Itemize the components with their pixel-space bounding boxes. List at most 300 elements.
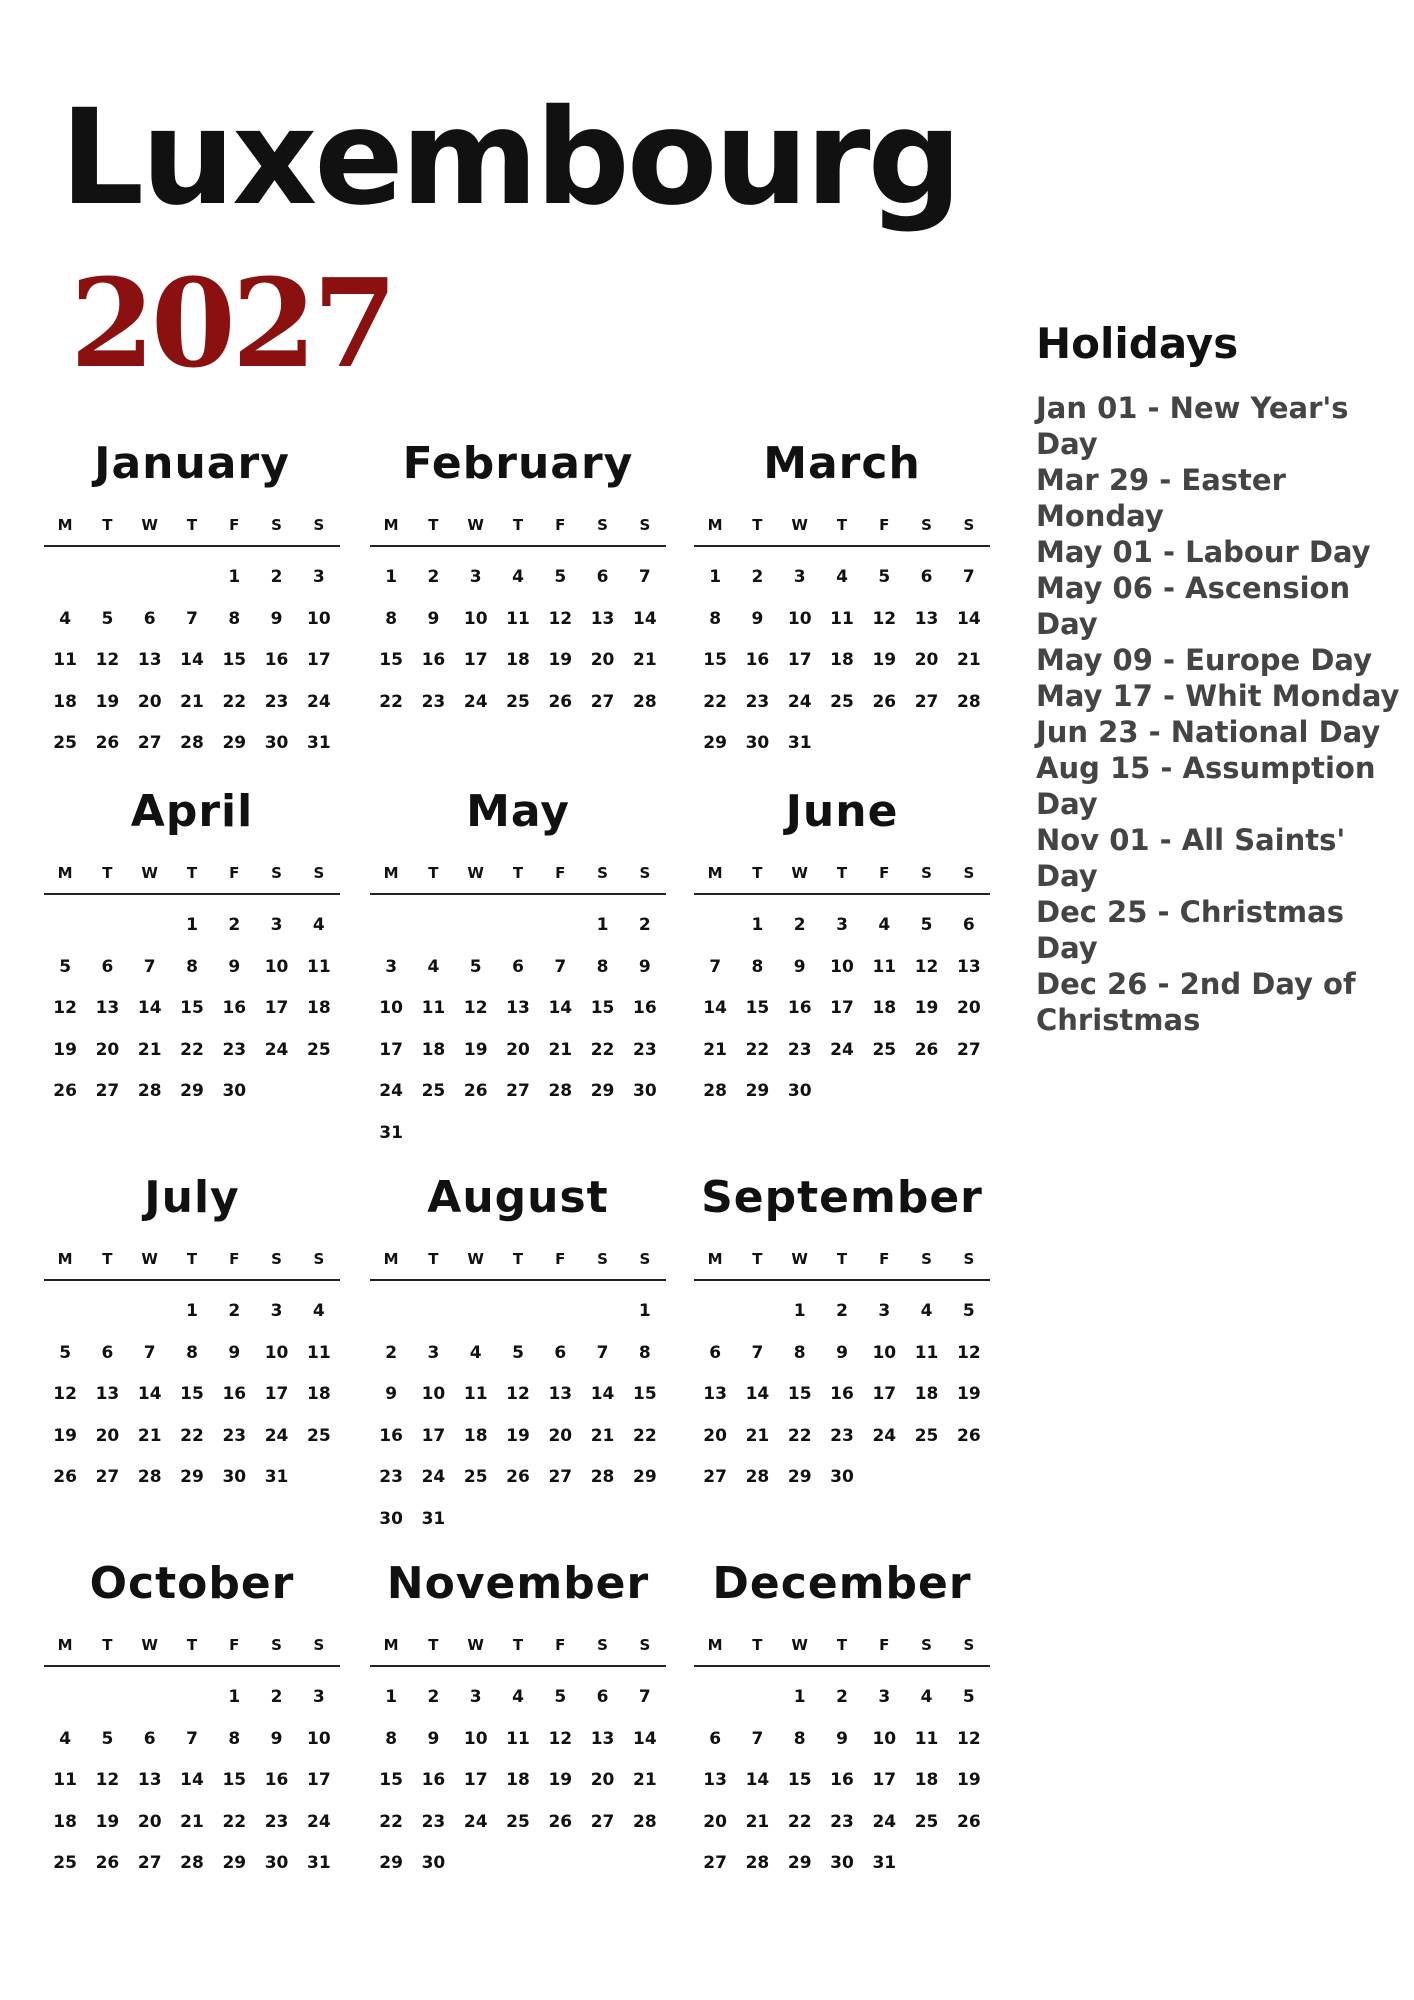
day-cell: 24 [264, 1425, 289, 1446]
weekday-label: W [467, 1250, 484, 1268]
day-cell: 23 [222, 1039, 247, 1060]
day-cell: 30 [264, 1853, 289, 1873]
day-cell: 27 [95, 1081, 120, 1101]
day-cell: 20 [914, 650, 939, 670]
day-cell: 11 [53, 650, 77, 670]
day-cell: 28 [633, 1811, 657, 1832]
day-cell: 25 [506, 691, 530, 712]
day-cell: 28 [137, 1081, 162, 1101]
weekday-label: S [313, 1636, 325, 1654]
day-cell: 14 [633, 1728, 657, 1749]
day-cell: 4 [836, 567, 848, 587]
day-cell: 6 [554, 1342, 567, 1363]
day-cell: 27 [548, 1467, 573, 1487]
day-cell: 10 [264, 956, 289, 977]
holiday-item: May 01 - Labour Day [1036, 535, 1371, 569]
day-cell: 25 [872, 1039, 897, 1060]
weekday-label: T [836, 864, 848, 882]
weekday-label: S [639, 516, 651, 534]
weekday-header [44, 516, 340, 547]
day-cell: 4 [427, 956, 440, 977]
weekday-label: S [963, 864, 975, 882]
weekday-label: M [707, 1250, 723, 1268]
day-cell: 9 [793, 956, 806, 977]
day-cell: 4 [878, 915, 891, 935]
day-cell: 2 [638, 915, 651, 935]
weekday-label: M [383, 1636, 399, 1654]
weekday-label: T [428, 1636, 439, 1654]
day-cell: 22 [222, 691, 247, 712]
day-cell: 18 [506, 650, 530, 670]
day-cell: 10 [830, 956, 854, 977]
weekday-label: M [383, 864, 399, 882]
day-cell: 13 [137, 650, 162, 670]
day-cell: 18 [872, 998, 897, 1018]
day-cell: 18 [53, 691, 77, 712]
day-cell: 17 [787, 650, 812, 670]
weekday-label: S [921, 516, 932, 534]
day-cell: 3 [469, 567, 482, 587]
day-cell: 26 [548, 1811, 573, 1832]
month-july [44, 1170, 340, 1499]
day-cell: 21 [180, 691, 204, 712]
weekday-label: T [428, 864, 439, 882]
day-cell: 21 [180, 1811, 204, 1832]
day-cell: 25 [914, 1811, 939, 1832]
empty-cell [497, 1291, 539, 1333]
month-name: May [466, 786, 570, 837]
calendar-year: 2027 [70, 251, 394, 395]
day-cell: 12 [53, 998, 77, 1018]
day-cell: 15 [379, 650, 403, 670]
day-cell: 8 [751, 956, 764, 977]
day-cell: 25 [307, 1039, 331, 1060]
day-cell: 9 [427, 1728, 440, 1749]
day-cell: 19 [957, 1384, 981, 1404]
day-cell: 6 [101, 956, 114, 977]
weekday-label: T [102, 1636, 113, 1654]
day-cell: 22 [590, 1039, 615, 1060]
weekday-label: F [229, 1636, 240, 1654]
day-cell: 13 [548, 1384, 573, 1404]
day-cell: 9 [228, 956, 241, 977]
day-cell: 24 [463, 1811, 488, 1832]
day-cell: 5 [962, 1301, 975, 1321]
day-cell: 25 [506, 1811, 530, 1832]
day-cell: 30 [745, 733, 770, 753]
day-cell: 5 [59, 1342, 72, 1363]
month-name: January [94, 438, 290, 489]
day-cell: 15 [180, 1384, 204, 1404]
day-cell: 7 [709, 956, 722, 977]
day-cell: 11 [506, 608, 530, 629]
day-cell: 30 [787, 1081, 812, 1101]
weekday-label: W [467, 864, 484, 882]
day-cell: 21 [137, 1425, 162, 1446]
weekday-label: T [752, 864, 763, 882]
day-cell: 1 [228, 567, 241, 587]
day-cell: 28 [590, 1467, 615, 1487]
day-cell: 13 [703, 1770, 727, 1790]
day-cell: 11 [421, 998, 446, 1018]
weekday-label: W [791, 516, 808, 534]
day-cell: 15 [633, 1384, 657, 1404]
day-cell: 27 [95, 1467, 120, 1487]
holiday-item: Jan 01 - New Year's Day [1036, 391, 1349, 461]
day-cell: 2 [270, 567, 283, 587]
day-cell: 6 [920, 567, 933, 587]
month-february [370, 436, 666, 723]
holiday-item: May 09 - Europe Day [1036, 643, 1372, 677]
day-cell: 8 [228, 608, 241, 629]
day-cell: 1 [186, 915, 198, 935]
day-cell: 19 [95, 691, 120, 712]
day-cell: 21 [590, 1425, 615, 1446]
weekday-label: F [879, 864, 890, 882]
weekday-label: M [57, 1250, 73, 1268]
day-cell: 30 [633, 1081, 657, 1101]
day-cell: 20 [137, 1811, 162, 1832]
month-march [694, 436, 990, 765]
day-cell: 11 [914, 1342, 939, 1363]
day-cell: 8 [385, 608, 398, 629]
day-cell: 6 [143, 608, 156, 629]
day-cell: 19 [914, 998, 939, 1018]
weekday-label: T [102, 516, 113, 534]
day-cell: 16 [421, 650, 446, 670]
month-september [694, 1170, 990, 1499]
day-cell: 28 [745, 1853, 770, 1873]
holiday-item: May 06 - Ascension Day [1036, 571, 1351, 641]
holidays-panel [1036, 318, 1406, 1038]
day-cell: 17 [307, 650, 331, 670]
weekday-label: T [428, 1250, 439, 1268]
day-cell: 25 [830, 691, 854, 712]
day-cell: 8 [385, 1728, 398, 1749]
day-cell: 11 [307, 956, 331, 977]
weekday-label: S [963, 1250, 975, 1268]
day-cell: 18 [421, 1039, 446, 1060]
day-cell: 1 [793, 1301, 806, 1321]
weekday-label: T [512, 1250, 524, 1268]
weekday-label: W [141, 516, 158, 534]
day-cell: 18 [307, 998, 331, 1018]
month-october [44, 1556, 340, 1885]
day-cell: 11 [830, 608, 854, 629]
day-grid [370, 557, 666, 723]
day-cell: 17 [830, 998, 854, 1018]
day-cell: 7 [186, 608, 198, 629]
day-cell: 18 [506, 1770, 530, 1790]
day-cell: 3 [270, 1301, 283, 1321]
empty-cell [44, 905, 86, 947]
day-cell: 15 [787, 1384, 812, 1404]
day-cell: 12 [95, 1770, 120, 1790]
day-cell: 28 [548, 1081, 573, 1101]
day-cell: 25 [421, 1081, 446, 1101]
day-cell: 6 [709, 1342, 722, 1363]
day-cell: 8 [638, 1342, 651, 1363]
empty-cell [455, 1291, 497, 1333]
day-cell: 27 [957, 1039, 981, 1060]
day-cell: 10 [787, 608, 812, 629]
holiday-item: Mar 29 - Easter Monday [1036, 463, 1286, 533]
empty-cell [86, 1291, 128, 1333]
day-cell: 15 [745, 998, 770, 1018]
day-cell: 8 [186, 956, 198, 977]
day-cell: 20 [137, 691, 162, 712]
day-cell: 5 [101, 608, 114, 629]
day-cell: 7 [962, 567, 975, 587]
weekday-label: S [963, 1636, 975, 1654]
day-cell: 7 [554, 956, 567, 977]
day-cell: 23 [379, 1467, 403, 1487]
weekday-header [694, 1250, 990, 1281]
day-cell: 29 [633, 1467, 657, 1487]
month-name: June [785, 786, 899, 837]
day-cell: 30 [421, 1853, 446, 1873]
day-cell: 18 [53, 1811, 77, 1832]
day-cell: 8 [793, 1342, 806, 1363]
day-cell: 27 [137, 733, 162, 753]
day-cell: 2 [385, 1342, 398, 1363]
weekday-label: S [313, 1250, 325, 1268]
day-cell: 12 [957, 1728, 981, 1749]
day-cell: 29 [180, 1467, 204, 1487]
day-cell: 19 [463, 1039, 488, 1060]
weekday-label: S [313, 864, 325, 882]
weekday-label: S [921, 1250, 932, 1268]
day-cell: 16 [787, 998, 812, 1018]
day-cell: 30 [264, 733, 289, 753]
day-cell: 30 [830, 1467, 854, 1487]
day-cell: 16 [745, 650, 770, 670]
day-cell: 5 [469, 956, 482, 977]
month-name: July [144, 1172, 240, 1223]
day-cell: 6 [962, 915, 975, 935]
empty-cell [171, 1677, 213, 1719]
day-cell: 31 [307, 733, 331, 753]
day-cell: 29 [222, 1853, 247, 1873]
day-cell: 20 [548, 1425, 573, 1446]
weekday-label: F [879, 1250, 890, 1268]
day-cell: 5 [554, 1687, 567, 1707]
weekday-label: F [879, 516, 890, 534]
day-cell: 11 [307, 1342, 331, 1363]
day-cell: 8 [596, 956, 609, 977]
day-cell: 7 [143, 956, 156, 977]
weekday-label: T [428, 516, 439, 534]
day-grid [370, 1291, 666, 1540]
weekday-label: T [102, 1250, 113, 1268]
day-cell: 2 [836, 1301, 848, 1321]
day-cell: 6 [596, 567, 609, 587]
day-cell: 20 [703, 1811, 727, 1832]
day-cell: 12 [548, 608, 573, 629]
day-cell: 6 [101, 1342, 114, 1363]
day-cell: 7 [143, 1342, 156, 1363]
calendar-title: Luxembourg [60, 81, 960, 235]
day-cell: 20 [957, 998, 981, 1018]
weekday-label: S [271, 516, 282, 534]
day-cell: 13 [506, 998, 530, 1018]
weekday-label: S [271, 864, 282, 882]
day-cell: 18 [914, 1384, 939, 1404]
day-cell: 24 [307, 1811, 331, 1832]
weekday-label: M [383, 516, 399, 534]
empty-cell [736, 1677, 778, 1719]
day-cell: 22 [787, 1811, 812, 1832]
day-cell: 23 [633, 1039, 657, 1060]
empty-cell [171, 557, 213, 599]
day-cell: 14 [180, 650, 204, 670]
day-cell: 4 [920, 1687, 933, 1707]
day-grid [44, 905, 340, 1113]
day-cell: 31 [264, 1467, 289, 1487]
day-cell: 10 [307, 1728, 331, 1749]
day-cell: 4 [512, 1687, 524, 1707]
day-cell: 20 [590, 1770, 615, 1790]
day-cell: 2 [427, 567, 440, 587]
day-grid [694, 905, 990, 1113]
day-cell: 9 [228, 1342, 241, 1363]
day-cell: 22 [180, 1425, 204, 1446]
weekday-label: W [791, 1250, 808, 1268]
day-cell: 21 [957, 650, 981, 670]
day-cell: 4 [59, 608, 72, 629]
empty-cell [539, 1291, 581, 1333]
day-cell: 7 [186, 1728, 198, 1749]
day-cell: 9 [638, 956, 651, 977]
day-cell: 19 [506, 1425, 530, 1446]
day-cell: 12 [463, 998, 488, 1018]
day-cell: 26 [53, 1467, 77, 1487]
day-cell: 6 [596, 1687, 609, 1707]
day-cell: 23 [745, 691, 770, 712]
day-cell: 14 [548, 998, 573, 1018]
weekday-label: F [229, 1250, 240, 1268]
day-cell: 26 [914, 1039, 939, 1060]
weekday-label: F [555, 1636, 566, 1654]
empty-cell [455, 905, 497, 947]
day-cell: 24 [379, 1081, 403, 1101]
day-cell: 19 [548, 1770, 573, 1790]
day-cell: 28 [957, 691, 981, 712]
weekday-label: F [555, 1250, 566, 1268]
weekday-label: F [555, 864, 566, 882]
day-cell: 26 [463, 1081, 488, 1101]
day-cell: 11 [53, 1770, 77, 1790]
day-cell: 24 [830, 1039, 854, 1060]
empty-cell [694, 905, 736, 947]
weekday-label: W [141, 1250, 158, 1268]
day-grid [44, 1291, 340, 1499]
day-grid [44, 1677, 340, 1885]
day-cell: 16 [264, 1770, 289, 1790]
day-cell: 28 [180, 1853, 204, 1873]
day-cell: 28 [633, 691, 657, 712]
weekday-label: S [313, 516, 325, 534]
day-cell: 31 [307, 1853, 331, 1873]
weekday-label: T [186, 1250, 198, 1268]
empty-cell [412, 1291, 454, 1333]
day-cell: 14 [137, 1384, 162, 1404]
month-name: December [712, 1558, 972, 1609]
weekday-label: T [836, 1636, 848, 1654]
day-cell: 23 [830, 1811, 854, 1832]
day-cell: 21 [745, 1425, 770, 1446]
day-cell: 14 [745, 1384, 770, 1404]
day-cell: 13 [590, 608, 615, 629]
day-cell: 30 [222, 1467, 247, 1487]
day-cell: 14 [633, 608, 657, 629]
weekday-label: S [597, 1636, 608, 1654]
empty-cell [129, 557, 171, 599]
day-cell: 25 [53, 733, 77, 753]
weekday-label: T [512, 516, 524, 534]
weekday-label: S [963, 516, 975, 534]
day-cell: 12 [506, 1384, 530, 1404]
day-cell: 22 [787, 1425, 812, 1446]
day-cell: 23 [421, 1811, 446, 1832]
day-cell: 21 [633, 650, 657, 670]
day-cell: 8 [793, 1728, 806, 1749]
day-cell: 27 [590, 691, 615, 712]
month-may [370, 784, 666, 1154]
day-cell: 16 [264, 650, 289, 670]
day-cell: 8 [228, 1728, 241, 1749]
day-cell: 22 [180, 1039, 204, 1060]
empty-cell [370, 1291, 412, 1333]
day-cell: 2 [270, 1687, 283, 1707]
empty-cell [86, 905, 128, 947]
day-cell: 5 [920, 915, 933, 935]
weekday-label: T [512, 864, 524, 882]
day-cell: 24 [463, 691, 488, 712]
weekday-label: T [102, 864, 113, 882]
holiday-item: Nov 01 - All Saints' Day [1036, 823, 1346, 893]
day-cell: 3 [469, 1687, 482, 1707]
empty-cell [497, 905, 539, 947]
empty-cell [44, 1677, 86, 1719]
empty-cell [129, 905, 171, 947]
day-cell: 5 [878, 567, 891, 587]
day-cell: 21 [703, 1039, 727, 1060]
day-cell: 4 [59, 1728, 72, 1749]
day-cell: 26 [872, 691, 897, 712]
day-cell: 1 [751, 915, 764, 935]
day-cell: 9 [836, 1342, 848, 1363]
day-cell: 4 [312, 1301, 325, 1321]
day-cell: 3 [878, 1687, 891, 1707]
day-grid [694, 557, 990, 765]
day-cell: 9 [836, 1728, 848, 1749]
day-grid [370, 1677, 666, 1885]
day-cell: 28 [745, 1467, 770, 1487]
day-cell: 23 [421, 691, 446, 712]
day-cell: 3 [312, 567, 325, 587]
day-cell: 20 [95, 1425, 120, 1446]
day-cell: 13 [95, 998, 120, 1018]
month-december [694, 1556, 990, 1885]
day-cell: 10 [307, 608, 331, 629]
weekday-label: M [707, 516, 723, 534]
day-cell: 3 [312, 1687, 325, 1707]
weekday-label: M [57, 1636, 73, 1654]
day-cell: 2 [793, 915, 806, 935]
day-cell: 16 [830, 1384, 854, 1404]
day-cell: 12 [957, 1342, 981, 1363]
